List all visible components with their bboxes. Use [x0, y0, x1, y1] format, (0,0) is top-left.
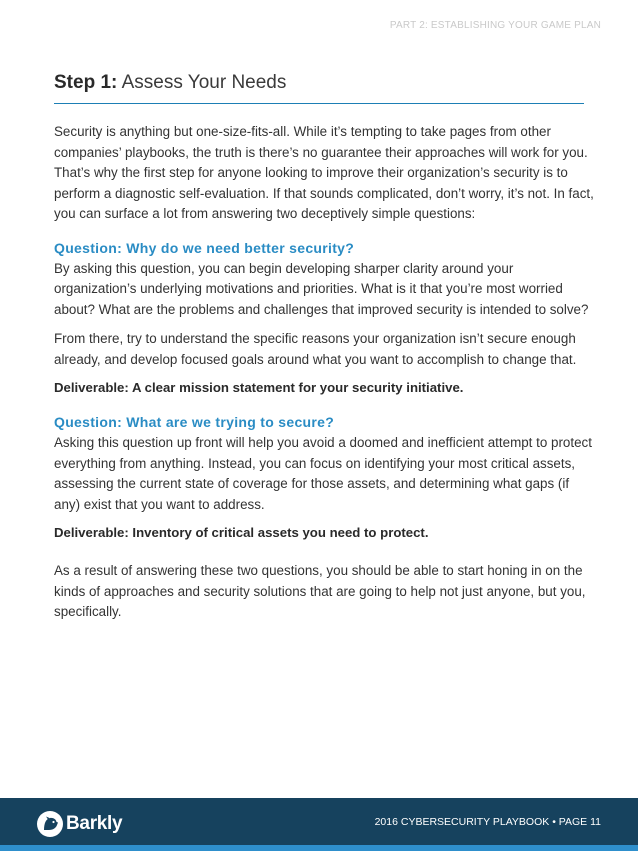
- footer-stripe: [0, 845, 638, 851]
- barkly-dog-icon: [36, 810, 64, 838]
- deliverable-what: Deliverable: Inventory of critical assets you need to protect.: [54, 525, 429, 540]
- intro-paragraph: Security is anything but one-size-fits-all. While it’s tempting to take pages from other companies’ playbooks, the truth is there’s no guarantee their approaches will work for you. That’s why the first step for anyone looking to improve their organization’s security is to perform a diagnostic self-evaluation. If that sounds complicated, don’t worry, it’s not. In fact, you can surface a lot from answering two deceptively simple questions:: [54, 124, 594, 221]
- deliverable-why: Deliverable: A clear mission statement for your security initiative.: [54, 380, 464, 395]
- section-label: PART 2: ESTABLISHING YOUR GAME PLAN: [389, 20, 601, 31]
- page-reference: 2016 CYBERSECURITY PLAYBOOK • PAGE 11: [374, 816, 601, 828]
- article-body: [54, 122, 594, 623]
- page-title: [54, 72, 286, 94]
- question-what-paragraph-1: Asking this question up front will help you avoid a doomed and inefficient attempt to protect everything from anything. Instead, you can focus on identifying your most critical assets, assessing the current state of coverage for those assets, and determining what gaps (if any) exist that you want to address.: [54, 435, 592, 512]
- step-title-text: Assess Your Needs: [121, 72, 287, 93]
- title-divider: [54, 103, 584, 104]
- page-footer: [0, 798, 638, 851]
- conclusion-paragraph: As a result of answering these two questions, you should be able to start honing in on the kinds of approaches and security solutions that are going to help not just anyone, but you, specifically.: [54, 563, 586, 619]
- question-why-paragraph-2: From there, try to understand the specific reasons your organization isn’t secure enough already, and develop focused goals around what you want to accomplish to change that.: [54, 331, 577, 367]
- brand-name: Barkly: [66, 813, 123, 834]
- question-heading-why: Question: Why do we need better security?: [54, 239, 355, 256]
- question-heading-what: Question: What are we trying to secure?: [54, 414, 335, 430]
- question-why-paragraph-1: By asking this question, you can begin developing sharper clarity around your organization’s underlying motivations and priorities. What is it that you’re most worried about? What are the problems and challenges that improved security is intended to solve?: [54, 260, 589, 317]
- step-number: Step 1:: [54, 72, 118, 93]
- brand-logo: [36, 810, 122, 838]
